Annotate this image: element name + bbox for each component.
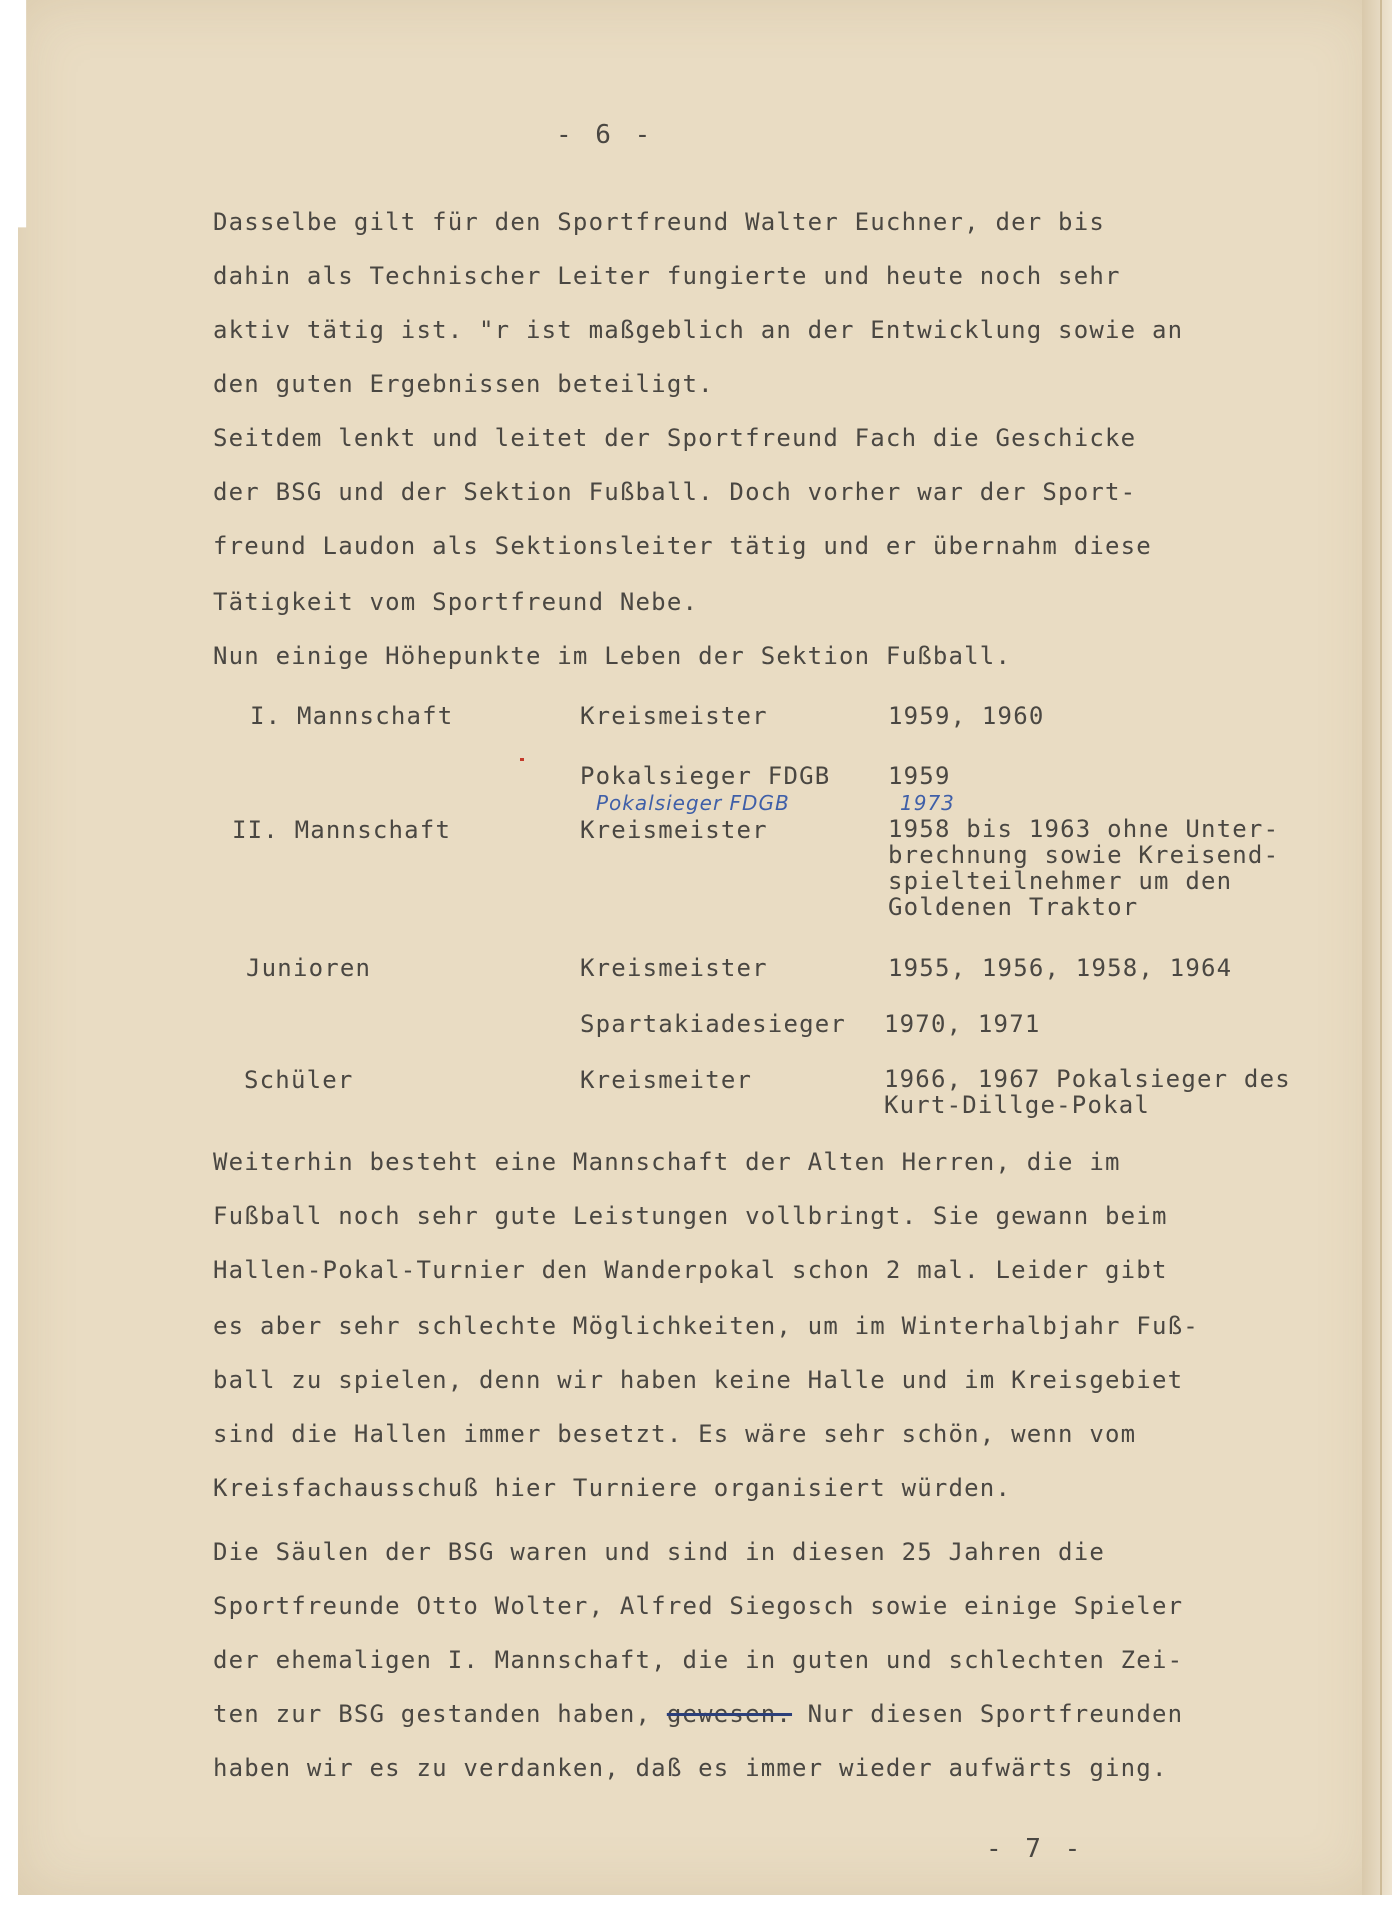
- text-segment: ten zur BSG gestanden haben,: [213, 1700, 667, 1728]
- page-number-bottom: - 7 -: [986, 1834, 1085, 1864]
- page-number-top: - 6 -: [556, 120, 655, 150]
- text-line: Hallen-Pokal-Turnier den Wanderpokal schon 2 mal. Leider gibt: [213, 1256, 1168, 1284]
- struck-word: gewesen.: [666, 1700, 793, 1728]
- text-line: ball zu spielen, denn wir haben keine Halle und im Kreisgebiet: [213, 1366, 1184, 1394]
- years-label: Goldenen Traktor: [888, 893, 1139, 921]
- title-label: Kreismeister: [580, 816, 768, 844]
- text-line: Fußball noch sehr gute Leistungen vollbringt. Sie gewann beim: [213, 1202, 1168, 1230]
- text-line: der ehemaligen I. Mannschaft, die in guten und schlechten Zei-: [213, 1646, 1184, 1674]
- red-mark: [520, 758, 524, 761]
- paper-fold: [1362, 0, 1392, 1895]
- years-label: Kurt-Dillge-Pokal: [884, 1091, 1151, 1119]
- text-line: sind die Hallen immer besetzt. Es wäre sehr schön, wenn vom: [213, 1420, 1137, 1448]
- team-label: II. Mannschaft: [232, 816, 452, 844]
- text-line: Die Säulen der BSG waren und sind in diesen 25 Jahren die: [213, 1538, 1106, 1566]
- team-label: Schüler: [244, 1066, 354, 1094]
- title-label: Spartakiadesieger: [580, 1010, 847, 1038]
- text-line: Nun einige Höhepunkte im Leben der Sektion Fußball.: [213, 642, 1012, 670]
- team-label: I. Mannschaft: [250, 702, 454, 730]
- text-line: freund Laudon als Sektionsleiter tätig und er übernahm diese: [213, 532, 1152, 560]
- text-line: Dasselbe gilt für den Sportfreund Walter Euchner, der bis: [213, 208, 1106, 236]
- team-label: Junioren: [246, 954, 372, 982]
- text-line: Seitdem lenkt und leitet der Sportfreund Fach die Geschicke: [213, 424, 1137, 452]
- years-label: 1958 bis 1963 ohne Unter-: [888, 815, 1280, 843]
- years-label: 1970, 1971: [884, 1010, 1041, 1038]
- text-line-with-strikethrough: [213, 1700, 1183, 1728]
- years-label: 1959: [888, 762, 951, 790]
- title-label: Kreismeiter: [580, 1066, 753, 1094]
- text-line: Weiterhin besteht eine Mannschaft der Alten Herren, die im: [213, 1148, 1121, 1176]
- handwritten-title: Pokalsieger FDGB: [596, 791, 790, 815]
- text-line: der BSG und der Sektion Fußball. Doch vorher war der Sport-: [213, 478, 1137, 506]
- text-segment: Nur diesen Sportfreunden: [792, 1700, 1184, 1728]
- handwritten-year: 1973: [900, 791, 955, 815]
- text-line: dahin als Technischer Leiter fungierte und heute noch sehr: [213, 262, 1121, 290]
- text-line: Tätigkeit vom Sportfreund Nebe.: [213, 588, 699, 616]
- text-line: den guten Ergebnissen beteiligt.: [213, 370, 714, 398]
- years-label: 1955, 1956, 1958, 1964: [888, 954, 1233, 982]
- text-line: es aber sehr schlechte Möglichkeiten, um im Winterhalbjahr Fuß-: [213, 1312, 1199, 1340]
- years-label: brechnung sowie Kreisend-: [888, 841, 1280, 869]
- years-label: spielteilnehmer um den: [888, 867, 1233, 895]
- text-line: Kreisfachausschuß hier Turniere organisiert würden.: [213, 1474, 1012, 1502]
- text-line: Sportfreunde Otto Wolter, Alfred Siegosch sowie einige Spieler: [213, 1592, 1184, 1620]
- title-label: Kreismeister: [580, 702, 768, 730]
- text-line: aktiv tätig ist. "r ist maßgeblich an der Entwicklung sowie an: [213, 316, 1184, 344]
- title-label: Kreismeister: [580, 954, 768, 982]
- paper-crease: [1380, 0, 1382, 1895]
- text-line: haben wir es zu verdanken, daß es immer wieder aufwärts ging.: [213, 1754, 1168, 1782]
- years-label: 1959, 1960: [888, 702, 1045, 730]
- title-label: Pokalsieger FDGB: [580, 762, 831, 790]
- years-label: 1966, 1967 Pokalsieger des: [884, 1065, 1291, 1093]
